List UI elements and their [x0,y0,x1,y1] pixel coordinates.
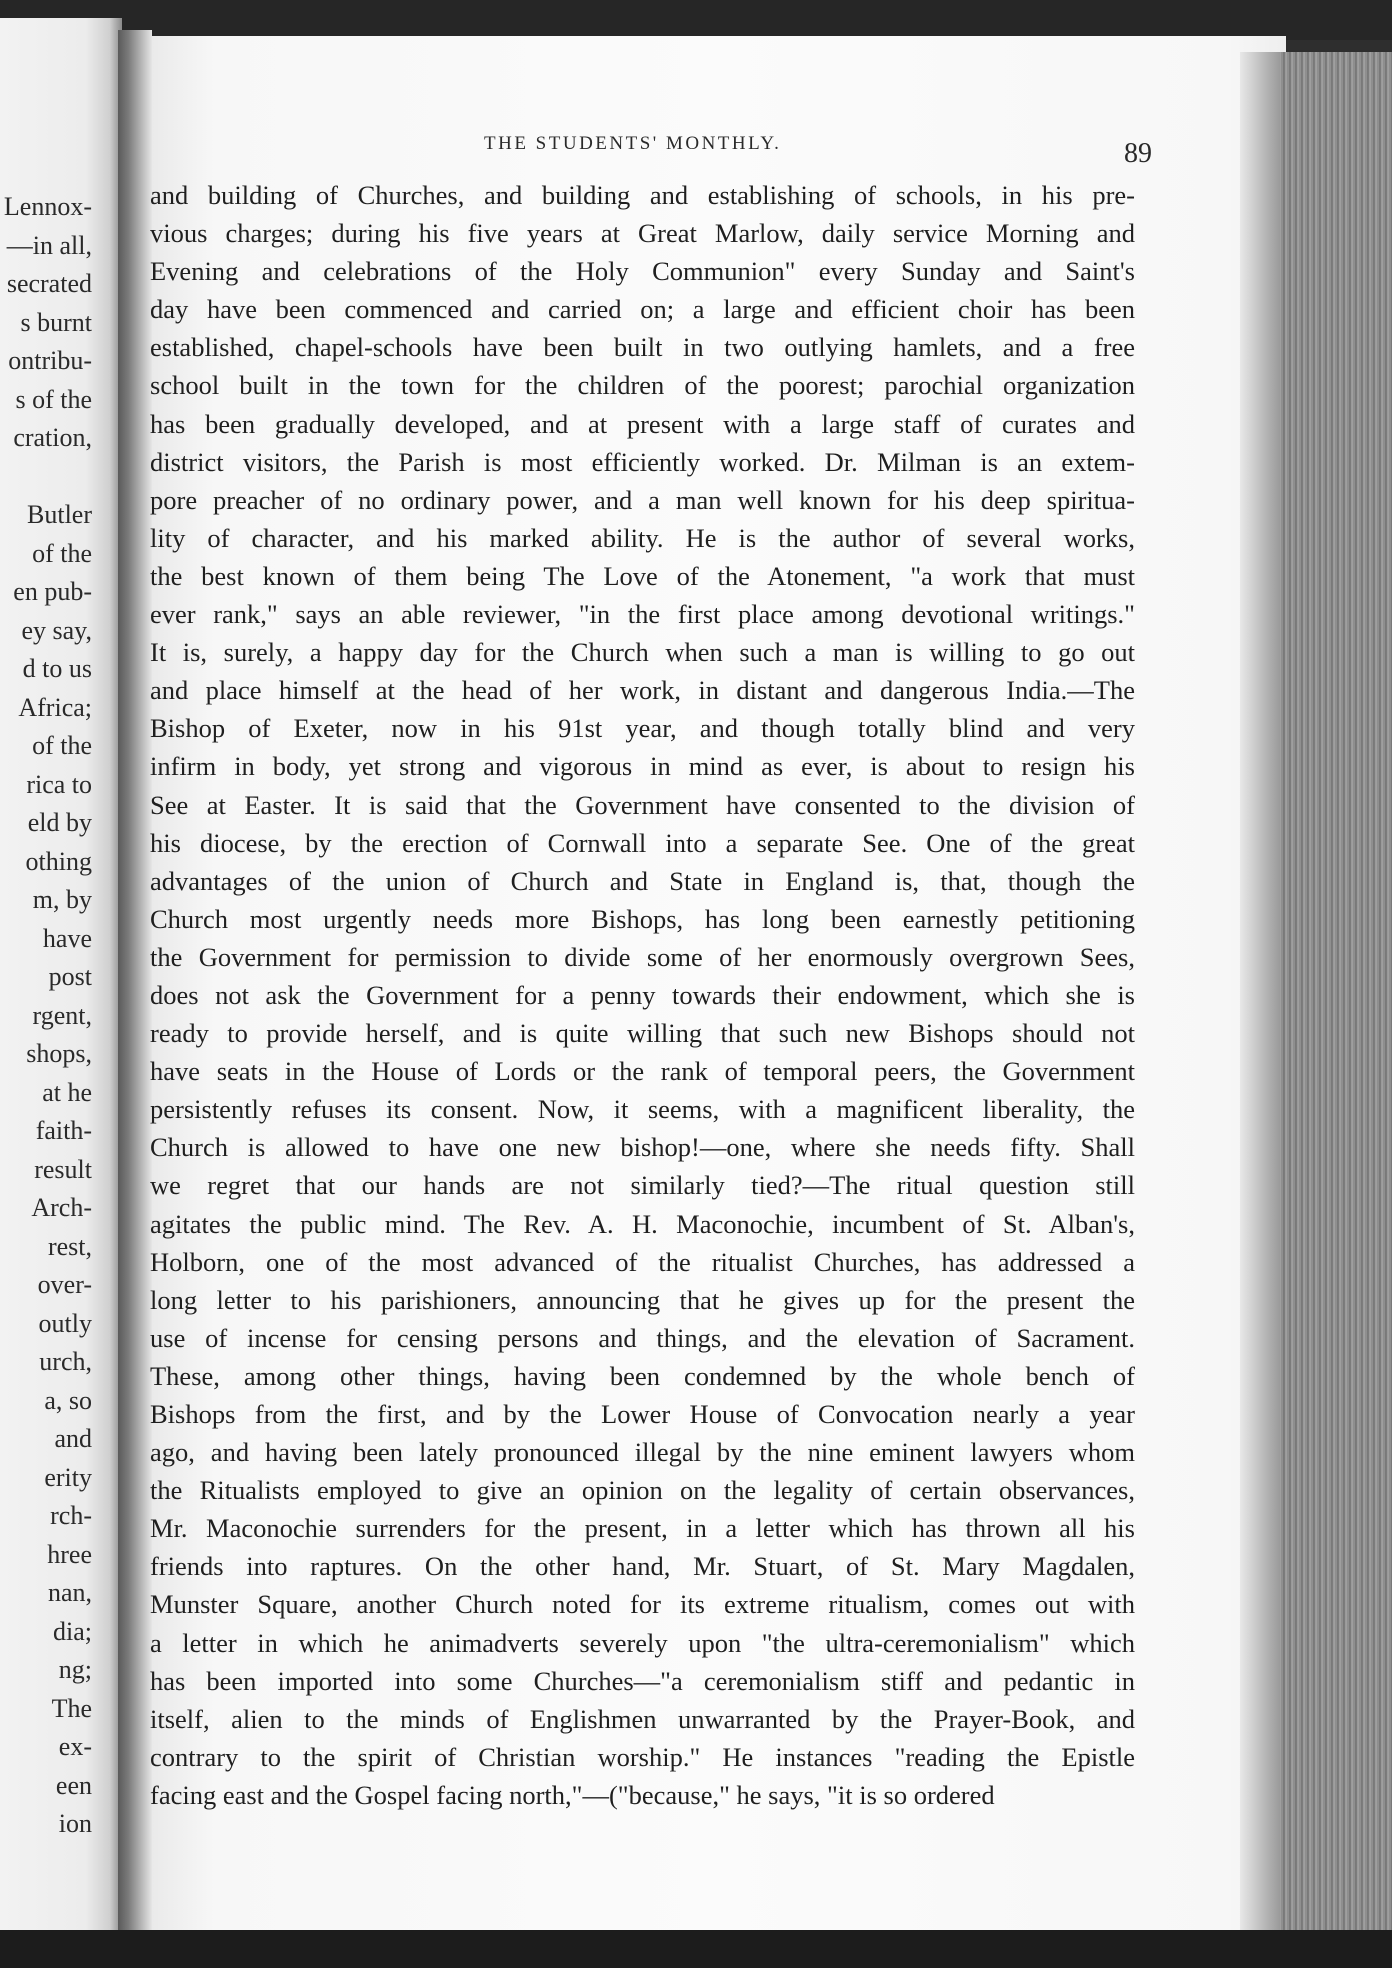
text-line: his diocese, by the erection of Cornwall into a separate See. One of the great [150,827,1135,858]
left-fragment-line: over- [37,1270,92,1299]
left-fragment-line: othing [25,846,92,876]
left-fragment-line: faith- [35,1116,92,1145]
text-line: itself, alien to the minds of Englishmen unwarranted by the Prayer-Book, and [150,1703,1135,1734]
left-fragment-line: a, so [44,1385,92,1415]
text-line: pore preacher of no ordinary power, and a man well known for his deep spiritua- [150,484,1135,515]
left-fragment-line: have [42,923,92,953]
left-fragment-line: erity [44,1462,92,1492]
left-fragment-line [0,458,92,497]
text-line: does not ask the Government for a penny towards their endowment, which she is [150,979,1135,1010]
text-line: Bishop of Exeter, now in his 91st year, and though totally blind and very [150,713,1135,744]
text-line: day have been commenced and carried on; a large and efficient choir has been [150,294,1135,325]
text-line: friends into raptures. On the other hand, Mr. Stuart, of St. Mary Magdalen, [150,1551,1135,1582]
left-fragment-line: m, by [32,885,92,914]
left-fragment-line: The [51,1693,92,1723]
left-fragment-line: rest, [47,1231,92,1261]
text-line: Mr. Maconochie surrenders for the present, in a letter which has thrown all his [150,1513,1135,1544]
left-fragment-line: of the [32,731,92,760]
left-fragment-line: hree [47,1539,92,1569]
text-line: has been gradually developed, and at present with a large staff of curates and [150,408,1135,439]
body-text [150,176,1135,1814]
binding-gutter [118,30,152,1930]
left-fragment-line: een [55,1770,92,1800]
text-line: persistently refuses its consent. Now, it seems, with a magnificent liberality, the [150,1094,1135,1125]
left-fragment-line: dia; [53,1616,92,1646]
text-line: and place himself at the head of her work, in distant and dangerous India.—The [150,675,1135,706]
text-line: It is, surely, a happy day for the Church when such a man is willing to go out [150,637,1135,668]
text-line: have seats in the House of Lords or the rank of temporal peers, the Government [150,1056,1135,1087]
text-line: These, among other things, having been condemned by the whole bench of [150,1360,1135,1391]
text-line: contrary to the spirit of Christian worship." He instances "reading the Epistle [150,1741,1135,1772]
text-line: Evening and celebrations of the Holy Communion" every Sunday and Saint's [150,256,1135,287]
text-line: and building of Churches, and building and establishing of schools, in his pre- [150,180,1135,210]
text-line: the Government for permission to divide some of her enormously overgrown Sees, [150,941,1135,972]
left-fragment-line: ontribu- [8,346,92,375]
left-fragment-line: Lennox- [3,192,92,221]
left-fragment-line: urch, [39,1347,92,1376]
left-fragment-line: —in all, [6,230,92,260]
left-fragment-line: rica to [26,769,92,799]
left-fragment-line: and [54,1424,92,1453]
left-fragment-line: secrated [6,269,92,298]
text-line: infirm in body, yet strong and vigorous in mind as ever, is about to resign his [150,751,1135,782]
left-page-text-fragments [0,188,92,1844]
text-line: agitates the public mind. The Rev. A. H. Maconochie, incumbent of St. Alban's, [150,1208,1135,1239]
scan-background-top [0,0,1392,40]
text-line: has been imported into some Churches—"a ceremonialism stiff and pedantic in [150,1665,1135,1696]
left-fragment-line: of the [32,538,92,568]
text-line: facing east and the Gospel facing north,"—("because," he says, "it is so ordered [150,1779,995,1810]
left-fragment-line: en pub- [13,577,92,606]
text-line: ever rank," says an able reviewer, "in the first place among devotional writings." [150,599,1135,630]
text-line: advantages of the union of Church and State in England is, that, though the [150,865,1135,896]
left-fragment-line: at he [42,1077,92,1107]
text-line: district visitors, the Parish is most efficiently worked. Dr. Milman is an extem- [150,446,1135,477]
left-fragment-line: rgent, [32,1000,92,1030]
text-line: lity of character, and his marked ability. He is the author of several works, [150,522,1135,553]
text-line: use of incense for censing persons and things, and the elevation of Sacrament. [150,1322,1135,1353]
text-line: established, chapel-schools have been built in two outlying hamlets, and a free [150,332,1135,363]
left-fragment-line: eld by [27,808,92,837]
left-fragment-line: rch- [50,1501,92,1530]
left-fragment-line: nan, [47,1578,92,1607]
text-line: long letter to his parishioners, announcing that he gives up for the present the [150,1284,1135,1315]
text-line: See at Easter. It is said that the Government have consented to the division of [150,789,1135,820]
left-fragment-line: ey say, [21,615,92,645]
text-line: Holborn, one of the most advanced of the ritualist Churches, has addressed a [150,1246,1135,1277]
left-fragment-line: shops, [26,1039,92,1068]
left-fragment-line: post [48,962,92,991]
running-head: THE STUDENTS' MONTHLY. [484,133,782,154]
text-line: Church most urgently needs more Bishops, has long been earnestly petitioning [150,903,1135,934]
left-fragment-line: ex- [58,1732,92,1761]
text-line: ago, and having been lately pronounced illegal by the nine eminent lawyers whom [150,1437,1135,1468]
left-fragment-line: result [34,1154,92,1184]
text-line: we regret that our hands are not similarly tied?—The ritual question still [150,1170,1135,1201]
text-line: the Ritualists employed to give an opinion on the legality of certain observances, [150,1475,1135,1506]
left-facing-page [0,18,122,1938]
scan-background-bottom [0,1930,1392,1968]
left-fragment-line: Arch- [31,1193,92,1222]
left-fragment-line: s of the [15,384,92,414]
left-fragment-line: ion [58,1809,92,1838]
text-line: Bishops from the first, and by the Lower House of Convocation nearly a year [150,1399,1135,1429]
text-line: a letter in which he animadverts severely upon "the ultra-ceremonialism" which [150,1627,1135,1658]
left-fragment-line: Butler [27,500,92,529]
text-line: Church is allowed to have one new bishop!—one, where she needs fifty. Shall [150,1132,1135,1163]
page-edges [1240,52,1392,1932]
text-line: school built in the town for the children of the poorest; parochial organization [150,370,1135,401]
left-fragment-line: ng; [58,1655,92,1684]
text-line: the best known of them being The Love of the Atonement, "a work that must [150,560,1135,591]
left-fragment-line: d to us [22,654,92,683]
text-line: Munster Square, another Church noted for its extreme ritualism, comes out with [150,1589,1135,1620]
left-fragment-line: cration, [13,423,92,452]
page-number: 89 [1124,138,1152,169]
text-line: ready to provide herself, and is quite willing that such new Bishops should not [150,1018,1135,1049]
left-fragment-line: s burnt [20,307,92,337]
left-fragment-line: outly [38,1308,92,1338]
left-fragment-line: Africa; [18,692,92,722]
text-line: vious charges; during his five years at Great Marlow, daily service Morning and [150,218,1135,249]
